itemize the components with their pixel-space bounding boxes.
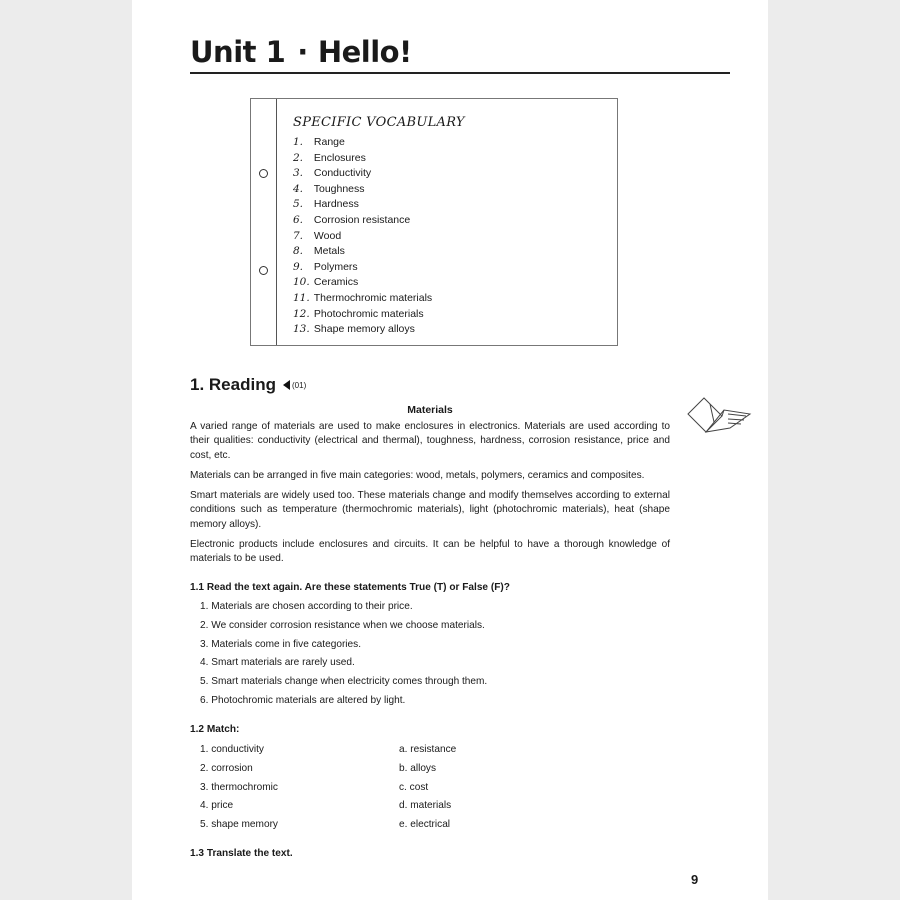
statement-item: 6. Photochromic materials are altered by light. — [200, 694, 406, 706]
speaker-icon — [283, 380, 290, 390]
match-left-item: 3. thermochromic — [200, 781, 278, 793]
card-margin-line — [276, 99, 277, 345]
match-right-item: c. cost — [399, 781, 429, 793]
true-false-list — [200, 600, 487, 713]
exercise-1-2-heading: 1.2 Match: — [190, 724, 240, 735]
vocabulary-item: 7. Wood — [293, 229, 342, 242]
match-left-item: 4. price — [200, 800, 234, 812]
unit-title — [190, 34, 412, 70]
match-right-column — [399, 743, 456, 837]
statement-item: 4. Smart materials are rarely used. — [200, 657, 355, 669]
vocabulary-item: 9. Polymers — [293, 260, 358, 273]
vocabulary-item: 12. Photochromic materials — [293, 307, 424, 320]
reading-paragraph: Electronic products include enclosures and circuits. It can be helpful to have a thorough knowledge of materials to be used. — [190, 539, 670, 565]
vocabulary-item: 5. Hardness — [293, 198, 359, 211]
vocabulary-list — [293, 135, 432, 338]
vocabulary-heading: SPECIFIC VOCABULARY — [293, 115, 465, 130]
vocabulary-card — [250, 98, 618, 346]
section-title-reading: 1. Reading — [190, 375, 276, 394]
reading-paragraph: Materials can be arranged in five main categories: wood, metals, polymers, ceramics and composites. — [190, 470, 645, 481]
reading-paragraph: Smart materials are widely used too. These materials change and modify themselves according to external conditions such as temperature (thermochromic materials), light (photochromic materials), heat (shape memory alloys). — [190, 490, 670, 530]
match-left-item: 1. conductivity — [200, 744, 264, 755]
vocabulary-item: 10. Ceramics — [293, 276, 359, 289]
audio-track-button[interactable] — [283, 380, 306, 390]
reading-paragraph: A varied range of materials are used to make enclosures in electronics. Materials are used according to their qualities: conductivity (electrical and thermal), toughness, hardness, corrosion resistance, price and cost, etc. — [190, 421, 670, 461]
title-separator: · — [297, 35, 308, 69]
punch-hole-icon — [259, 169, 268, 178]
vocabulary-item: 3. Conductivity — [293, 167, 372, 180]
unit-heading: Hello! — [317, 35, 412, 69]
vocabulary-item: 13. Shape memory alloys — [293, 323, 415, 336]
match-right-item: e. electrical — [399, 819, 451, 831]
vocabulary-item: 8. Metals — [293, 245, 345, 258]
match-left-item: 5. shape memory — [200, 819, 278, 831]
vocabulary-item: 1. Range — [293, 136, 345, 148]
textbook-page — [132, 0, 768, 900]
punch-hole-icon — [259, 266, 268, 275]
match-right-item: d. materials — [399, 800, 452, 812]
vocabulary-item: 6. Corrosion resistance — [293, 213, 411, 226]
statement-item: 2. We consider corrosion resistance when we choose materials. — [200, 619, 485, 631]
exercise-1-1-heading: 1.1 Read the text again. Are these statements True (T) or False (F)? — [190, 582, 510, 593]
vocabulary-item: 11. Thermochromic materials — [293, 291, 433, 304]
audio-track-number: (01) — [292, 380, 307, 390]
match-right-item: a. resistance — [399, 744, 457, 755]
match-right-item: b. alloys — [399, 762, 437, 774]
statement-item: 1. Materials are chosen according to their price. — [200, 601, 413, 612]
title-rule — [190, 72, 730, 74]
match-left-column — [200, 743, 278, 837]
page-number: 9 — [691, 872, 699, 887]
match-left-item: 2. corrosion — [200, 762, 253, 774]
exercise-1-3-heading: 1.3 Translate the text. — [190, 848, 293, 859]
statement-item: 3. Materials come in five categories. — [200, 638, 362, 650]
vocabulary-item: 4. Toughness — [293, 182, 365, 195]
unit-label: Unit 1 — [190, 35, 286, 69]
reading-text-title: Materials — [407, 404, 453, 416]
vocabulary-item: 2. Enclosures — [293, 151, 366, 164]
statement-item: 5. Smart materials change when electricity comes through them. — [200, 676, 488, 688]
